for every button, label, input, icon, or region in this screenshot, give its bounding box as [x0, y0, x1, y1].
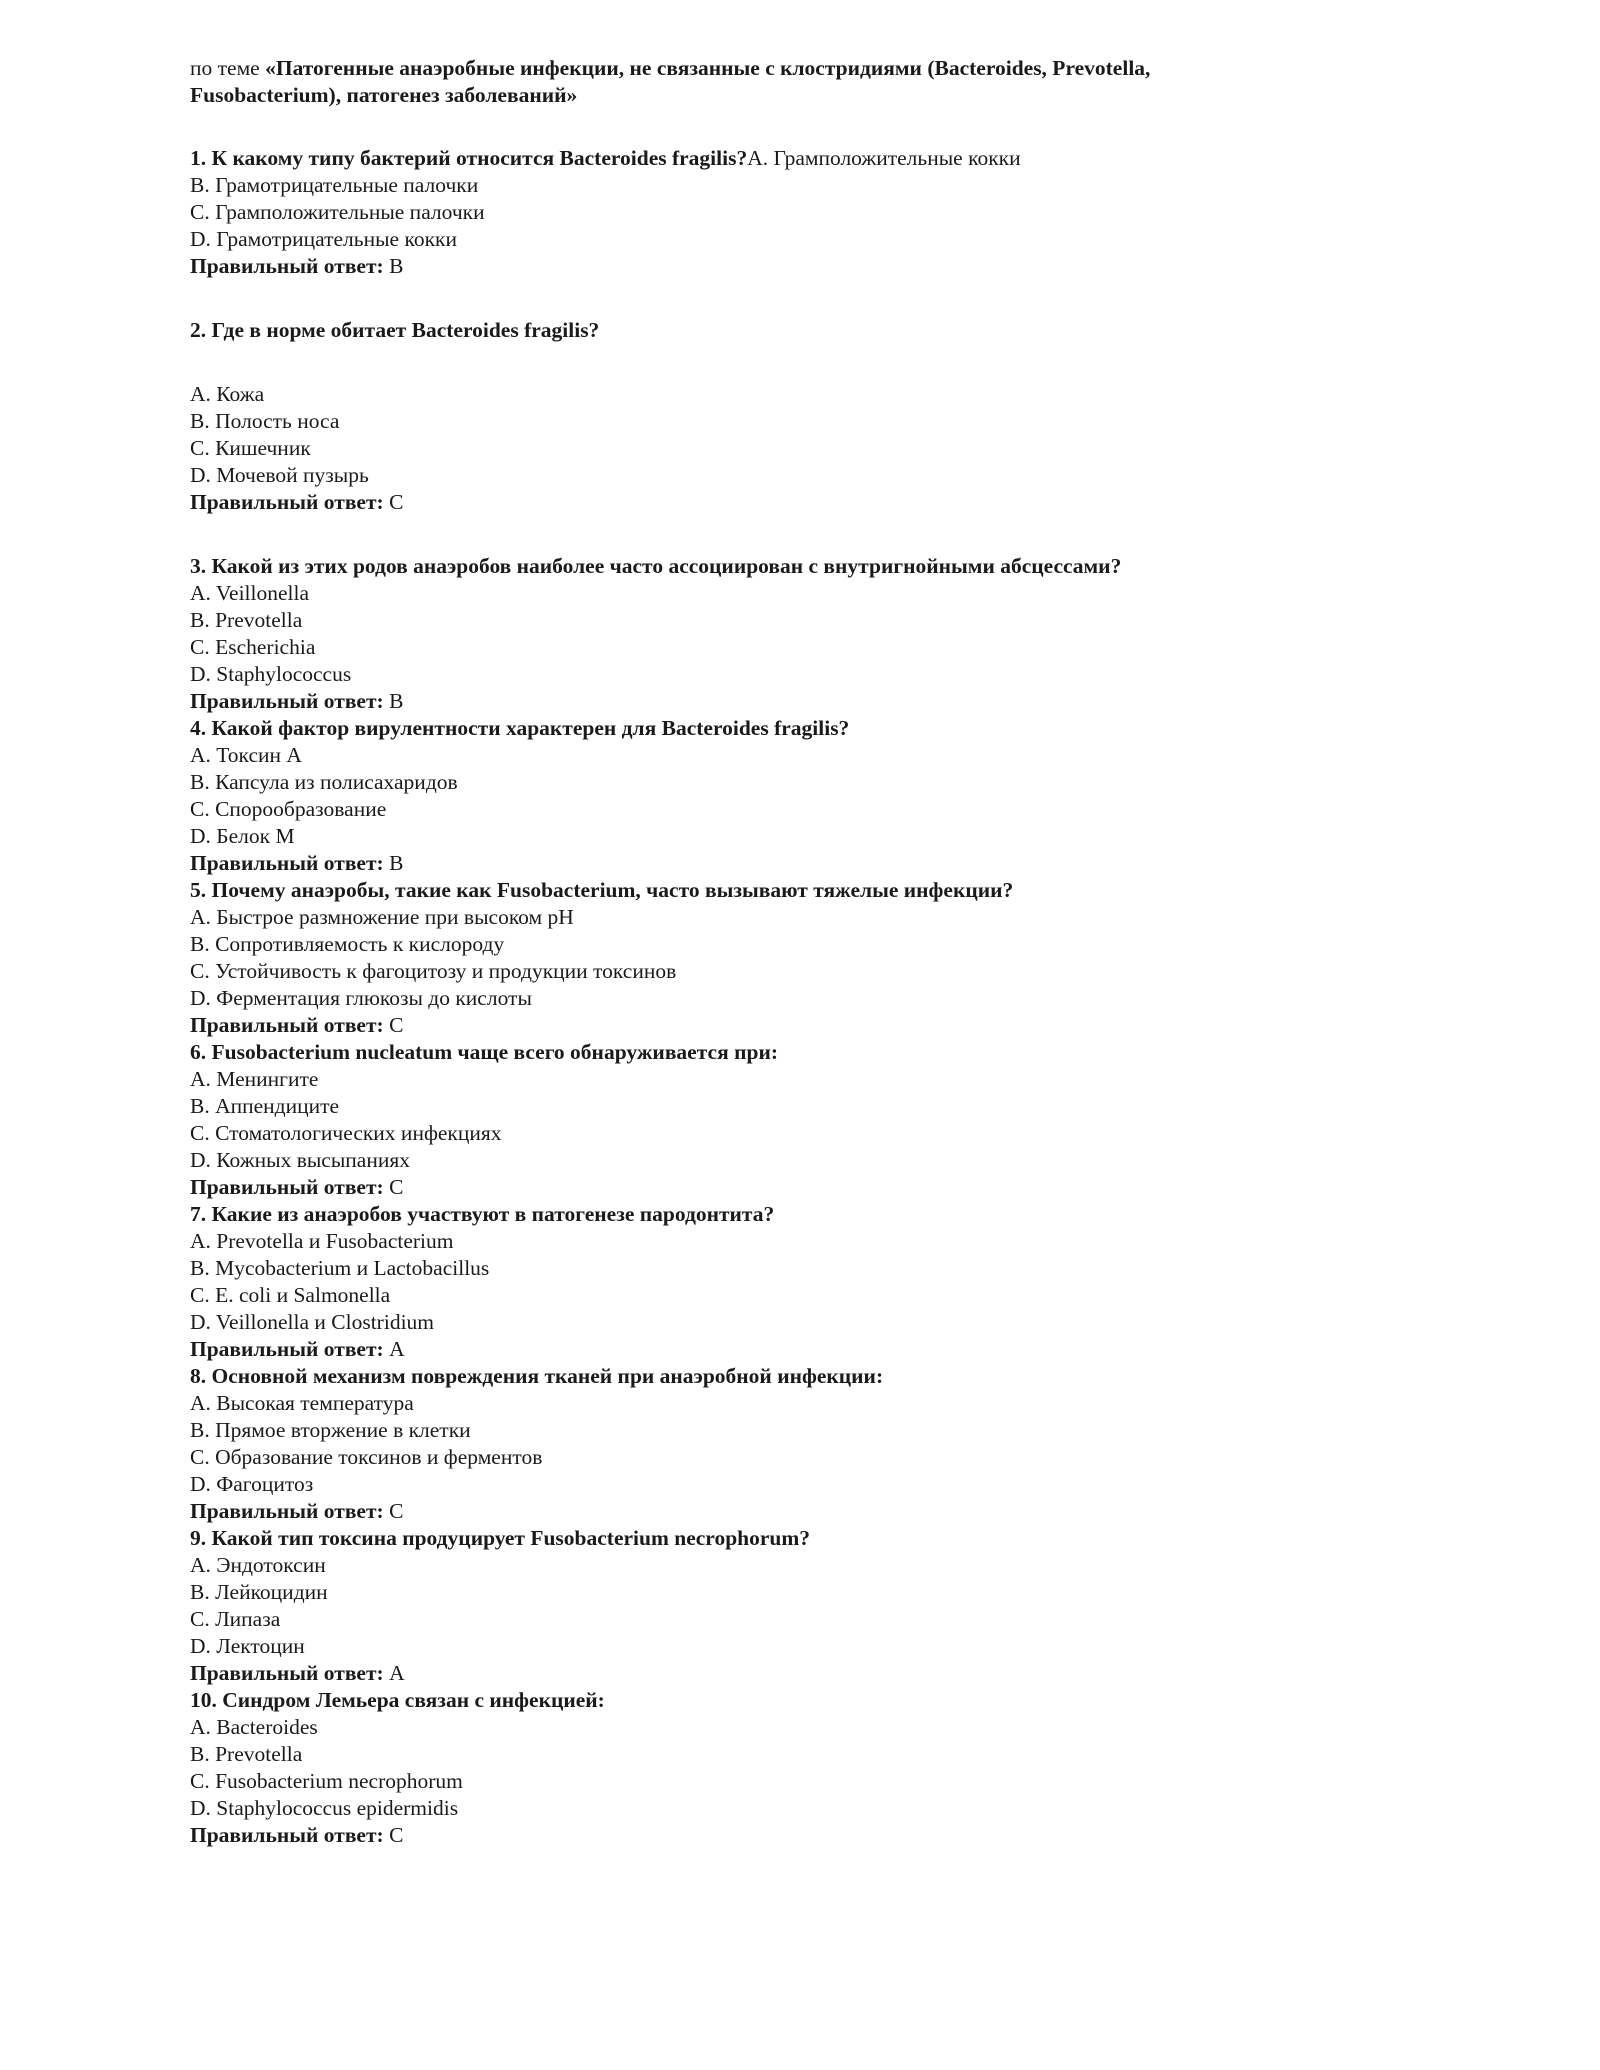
question-3: 3. Какой из этих родов анаэробов наиболее часто ассоциирован с внутригнойными абсцессами? [190, 554, 1122, 578]
correct-answer [190, 1498, 1420, 1525]
answer-value: C [383, 1499, 404, 1523]
option-a: A. Эндотоксин [190, 1553, 326, 1577]
question-7: 7. Какие из анаэробов участвуют в патогенезе пародонтита? [190, 1202, 775, 1226]
option-a: A. Высокая температура [190, 1391, 414, 1415]
option-c: C. Грамположительные палочки [190, 200, 485, 224]
option-c: C. Кишечник [190, 436, 311, 460]
option-c: C. E. coli и Salmonella [190, 1283, 391, 1307]
option-b: B. Prevotella [190, 1742, 303, 1766]
topic-title-part-2: Fusobacterium), патогенез заболеваний» [190, 83, 578, 107]
answer-label: Правильный ответ: [190, 1661, 384, 1685]
option-a: A. Грамположительные кокки [747, 146, 1021, 170]
option-a: A. Bacteroides [190, 1715, 318, 1739]
answer-label: Правильный ответ: [190, 490, 384, 514]
question-4: 4. Какой фактор вирулентности характерен для Bacteroides fragilis? [190, 716, 850, 740]
option-d: D. Лектоцин [190, 1634, 305, 1658]
option-a: A. Токсин A [190, 743, 302, 767]
correct-answer [190, 1174, 1420, 1201]
answer-label: Правильный ответ: [190, 689, 384, 713]
option-d: D. Staphylococcus epidermidis [190, 1796, 459, 1820]
option-b: B. Грамотрицательные палочки [190, 173, 479, 197]
option-c: C. Устойчивость к фагоцитозу и продукции токсинов [190, 959, 677, 983]
option-c: C. Липаза [190, 1607, 281, 1631]
spacer [190, 280, 1420, 317]
answer-value: B [383, 689, 404, 713]
answer-value: C [383, 490, 404, 514]
question-2: 2. Где в норме обитает Bacteroides fragilis? [190, 318, 600, 342]
topic-line-1 [190, 55, 1420, 82]
correct-answer [190, 1822, 1420, 1849]
option-a: A. Prevotella и Fusobacterium [190, 1229, 454, 1253]
correct-answer [190, 1336, 1420, 1363]
answer-label: Правильный ответ: [190, 1823, 384, 1847]
option-d: D. Мочевой пузырь [190, 463, 369, 487]
option-b: B. Prevotella [190, 608, 303, 632]
document-page [190, 55, 1420, 1849]
option-d: D. Белок M [190, 824, 295, 848]
option-c: C. Образование токсинов и ферментов [190, 1445, 543, 1469]
topic-title-part-1: «Патогенные анаэробные инфекции, не связанные с клостридиями (Bacteroides, Prevotella, [265, 56, 1151, 80]
correct-answer [190, 850, 1420, 877]
option-b: B. Капсула из полисахаридов [190, 770, 458, 794]
option-b: B. Лейкоцидин [190, 1580, 328, 1604]
question-1 [190, 145, 1420, 172]
answer-value: A [383, 1661, 405, 1685]
option-c: C. Стоматологических инфекциях [190, 1121, 502, 1145]
topic-prefix: по теме [190, 56, 266, 80]
correct-answer [190, 1012, 1420, 1039]
correct-answer [190, 1660, 1420, 1687]
correct-answer [190, 489, 1420, 516]
correct-answer [190, 688, 1420, 715]
option-d: D. Staphylococcus [190, 662, 352, 686]
option-a: A. Veillonella [190, 581, 310, 605]
option-d: D. Грамотрицательные кокки [190, 227, 457, 251]
question-10: 10. Синдром Лемьера связан с инфекцией: [190, 1688, 605, 1712]
question-8: 8. Основной механизм повреждения тканей при анаэробной инфекции: [190, 1364, 884, 1388]
answer-label: Правильный ответ: [190, 1337, 384, 1361]
option-a: A. Кожа [190, 382, 265, 406]
answer-value: C [383, 1013, 404, 1037]
option-a: A. Менингите [190, 1067, 319, 1091]
spacer [190, 516, 1420, 553]
answer-value: B [383, 851, 404, 875]
answer-value: B [383, 254, 404, 278]
question-text: 1. К какому типу бактерий относится Bacteroides fragilis? [190, 146, 748, 170]
option-b: B. Полость носа [190, 409, 340, 433]
option-b: B. Прямое вторжение в клетки [190, 1418, 471, 1442]
option-b: B. Аппендиците [190, 1094, 340, 1118]
answer-value: C [383, 1823, 404, 1847]
answer-label: Правильный ответ: [190, 851, 384, 875]
answer-label: Правильный ответ: [190, 1013, 384, 1037]
answer-label: Правильный ответ: [190, 254, 384, 278]
option-b: B. Сопротивляемость к кислороду [190, 932, 505, 956]
option-c: C. Fusobacterium necrophorum [190, 1769, 463, 1793]
option-d: D. Veillonella и Clostridium [190, 1310, 435, 1334]
answer-value: A [383, 1337, 405, 1361]
spacer [190, 109, 1420, 145]
spacer [190, 344, 1420, 381]
option-d: D. Фагоцитоз [190, 1472, 314, 1496]
option-c: C. Escherichia [190, 635, 316, 659]
answer-value: C [383, 1175, 404, 1199]
question-6: 6. Fusobacterium nucleatum чаще всего обнаруживается при: [190, 1040, 778, 1064]
option-a: A. Быстрое размножение при высоком pH [190, 905, 574, 929]
option-d: D. Кожных высыпаниях [190, 1148, 410, 1172]
option-d: D. Ферментация глюкозы до кислоты [190, 986, 532, 1010]
option-b: B. Mycobacterium и Lactobacillus [190, 1256, 490, 1280]
question-9: 9. Какой тип токсина продуцирует Fusobacterium necrophorum? [190, 1526, 811, 1550]
answer-label: Правильный ответ: [190, 1499, 384, 1523]
question-5: 5. Почему анаэробы, такие как Fusobacterium, часто вызывают тяжелые инфекции? [190, 878, 1014, 902]
correct-answer [190, 253, 1420, 280]
option-c: C. Спорообразование [190, 797, 387, 821]
answer-label: Правильный ответ: [190, 1175, 384, 1199]
